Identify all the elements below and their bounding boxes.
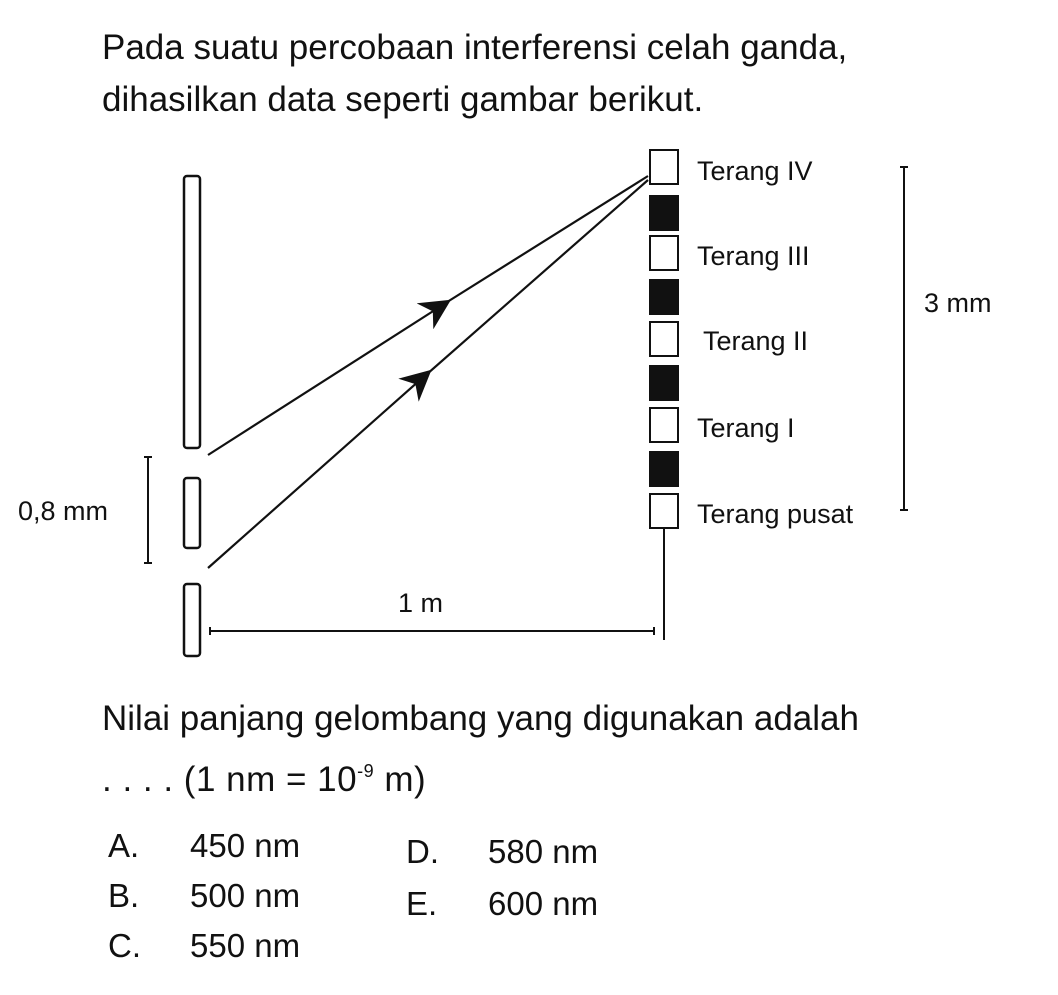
option-a[interactable]: [108, 826, 300, 866]
ray-lower-second-half: [418, 180, 648, 382]
fringe-label-terang-iii: Terang III: [697, 241, 810, 271]
dark-fringe: [650, 452, 678, 486]
option-value: 580 nm: [488, 833, 599, 870]
question-line-1: Nilai panjang gelombang yang digunakan adalah: [102, 699, 859, 738]
option-letter: E.: [406, 885, 438, 922]
bright-fringe-ii: [650, 322, 678, 356]
option-letter: A.: [108, 827, 140, 864]
slit-spacing-label: 0,8 mm: [18, 496, 109, 526]
option-letter: B.: [108, 877, 140, 914]
bright-fringe-iii: [650, 236, 678, 270]
bright-fringe-central: [650, 494, 678, 528]
option-d[interactable]: [406, 832, 598, 872]
fringe-label-terang-pusat: Terang pusat: [697, 499, 854, 529]
fringe-span-dimension: [900, 167, 908, 510]
question-line-2: [102, 745, 1042, 806]
light-rays: [208, 176, 648, 568]
fringe-label-terang-iv: Terang IV: [697, 156, 813, 186]
ray-upper-second-half: [436, 176, 648, 309]
bright-fringe-iv: [650, 150, 678, 184]
option-e[interactable]: [406, 884, 598, 924]
option-b[interactable]: [108, 876, 300, 916]
dark-fringe: [650, 196, 678, 230]
barrier-bottom-segment: [184, 584, 200, 656]
option-value: 500 nm: [190, 877, 301, 914]
distance-label: 1 m: [398, 588, 444, 618]
question-text: [102, 693, 1042, 806]
distance-dimension: [210, 627, 654, 635]
dark-fringe: [650, 366, 678, 400]
option-value: 600 nm: [488, 885, 599, 922]
bright-fringe-i: [650, 408, 678, 442]
dark-fringe: [650, 280, 678, 314]
fringe-span-label: 3 mm: [924, 288, 992, 318]
option-letter: D.: [406, 833, 439, 870]
question-exponent: -9: [357, 761, 375, 781]
ray-upper-first-half: [208, 308, 438, 455]
question-prefix: . . . . (1 nm = 10: [102, 760, 358, 799]
slit-barrier: [184, 176, 200, 656]
intro-line-1: Pada suatu percobaan interferensi celah ganda,: [102, 28, 848, 67]
question-suffix: m): [374, 760, 427, 799]
fringe-label-terang-ii: Terang II: [703, 326, 809, 356]
option-value: 550 nm: [190, 927, 301, 964]
option-letter: C.: [108, 927, 141, 964]
option-c[interactable]: [108, 926, 300, 966]
option-value: 450 nm: [190, 827, 301, 864]
barrier-middle-segment: [184, 478, 200, 548]
intro-line-2: dihasilkan data seperti gambar berikut.: [102, 80, 704, 119]
ray-lower-first-half: [208, 380, 420, 568]
slit-spacing-dimension: [144, 457, 152, 563]
fringe-label-terang-i: Terang I: [697, 413, 795, 443]
barrier-top-segment: [184, 176, 200, 448]
screen-fringes: [650, 150, 678, 528]
